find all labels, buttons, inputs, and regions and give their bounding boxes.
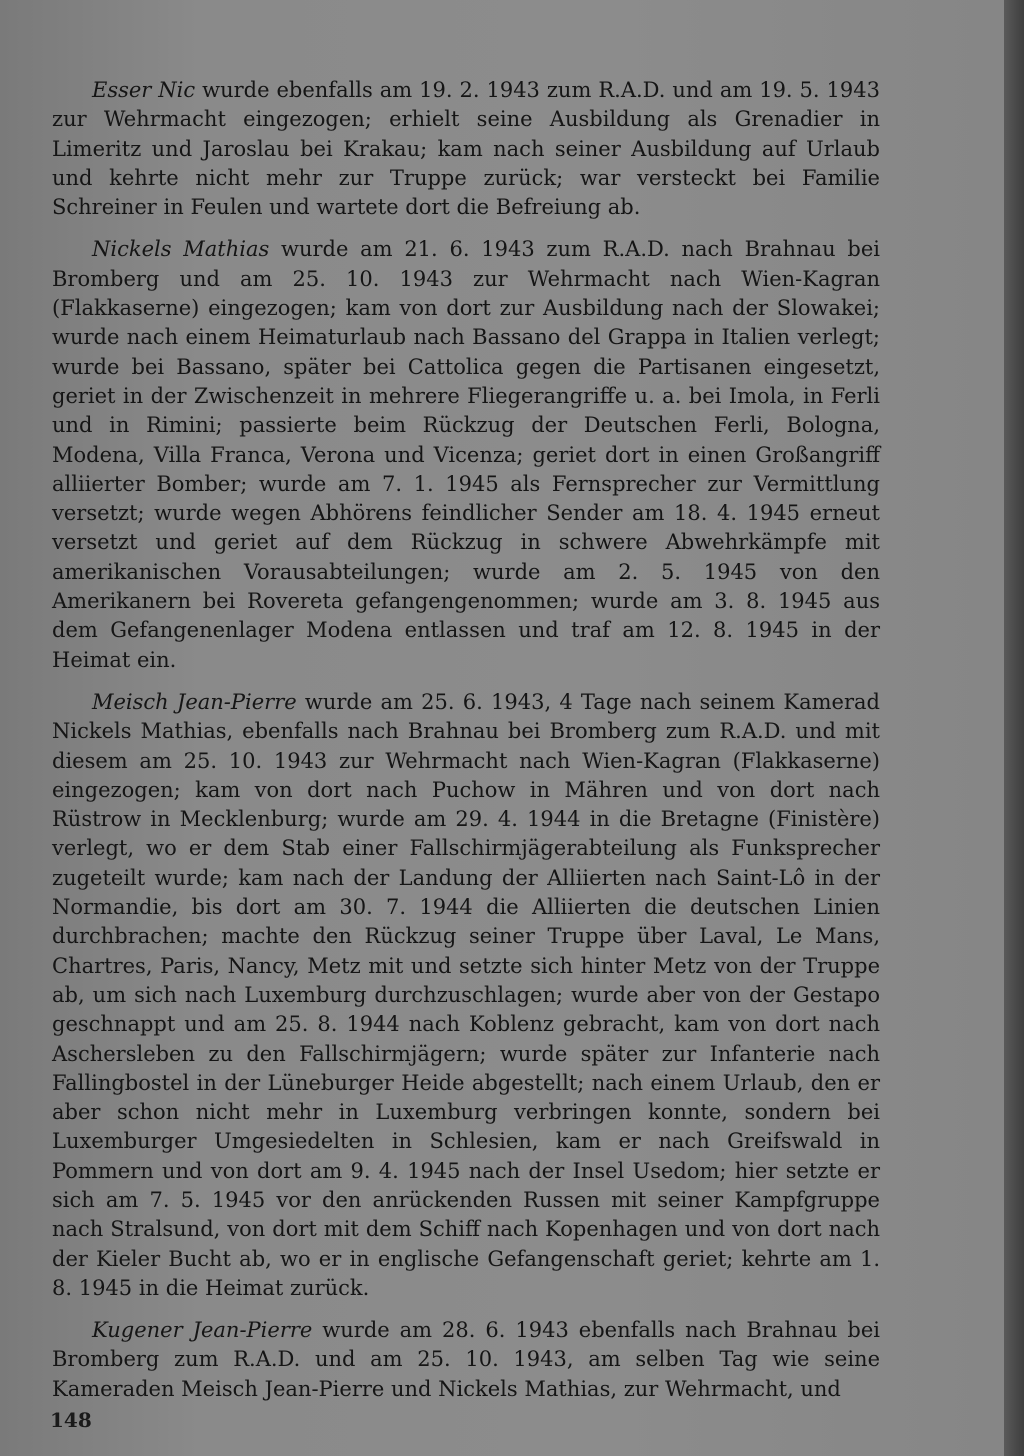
entry-esser-nic: [52, 76, 880, 222]
page-number: 148: [50, 1408, 92, 1432]
page-body-text: [52, 76, 880, 1417]
person-name: Nickels Mathias: [92, 237, 270, 262]
person-name: Meisch Jean-Pierre: [92, 689, 297, 714]
entry-text: wurde am 21. 6. 1943 zum R.A.D. nach Brahnau bei Bromberg und am 25. 10. 1943 zur Wehrmacht nach Wien-Kagran (Flakkaserne) eingezogen; kam von dort zur Ausbildung nach der Slowakei; wurde nach einem Heimaturlaub nach Bassano del Grappa in Italien verlegt; wurde bei Bassano, später bei Cattolica gegen die Partisanen eingesetzt, geriet in der Zwischenzeit in mehrere Fliegerangriffe u. a. bei Imola, in Ferli und in Rimini; passierte beim Rückzug der Deutschen Ferli, Bologna, Modena, Villa Franca, Verona und Vicenza; geriet dort in einen Großangriff alliierter Bomber; wurde am 7. 1. 1945 als Fernsprecher zur Vermittlung versetzt; wurde wegen Abhörens feindlicher Sender am 18. 4. 1945 erneut versetzt und geriet auf dem Rückzug in schwere Abwehrkämpfe mit amerikanischen Vorausabteilungen; wurde am 2. 5. 1945 von den Amerikanern bei Rovereta gefangengenommen; wurde am 3. 8. 1945 aus dem Gefangenenlager Modena entlassen und traf am 12. 8. 1945 in der Heimat ein.: [52, 237, 880, 672]
entry-text: wurde am 28. 6. 1943 ebenfalls nach Brahnau bei Bromberg zum R.A.D. und am 25. 10. 1943, am selben Tag wie seine Kameraden Meisch Jean-Pierre und Nickels Mathias, zur Wehrmacht, und: [52, 1318, 880, 1401]
person-name: Kugener Jean-Pierre: [92, 1318, 313, 1343]
entry-text: wurde am 25. 6. 1943, 4 Tage nach seinem Kamerad Nickels Mathias, ebenfalls nach Brahnau bei Bromberg zum R.A.D. und mit diesem am 25. 10. 1943 zur Wehrmacht nach Wien-Kagran (Flakkaserne) eingezogen; kam von dort nach Puchow in Mähren und von dort nach Rüstrow in Mecklenburg; wurde am 29. 4. 1944 in die Bretagne (Finistère) verlegt, wo er dem Stab einer Fallschirmjägerabteilung als Funksprecher zugeteilt wurde; kam nach der Landung der Alliierten nach Saint-Lô in der Normandie, bis dort am 30. 7. 1944 die Alliierten die deutschen Linien durchbrachen; machte den Rückzug seiner Truppe über Laval, Le Mans, Chartres, Paris, Nancy, Metz mit und setzte sich hinter Metz von der Truppe ab, um sich nach Luxemburg durchzuschlagen; wurde aber von der Gestapo geschnappt und am 25. 8. 1944 nach Koblenz gebracht, kam von dort nach Aschersleben zu den Fallschirmjägern; wurde später zur Infanterie nach Fallingbostel in der Lüneburger Heide abgestellt; nach einem Urlaub, den er aber schon nicht mehr in Luxemburg verbringen konnte, sondern bei Luxemburger Umgesiedelten in Schlesien, kam er nach Greifswald in Pommern und von dort am 9. 4. 1945 nach der Insel Usedom; hier setzte er sich am 7. 5. 1945 vor den anrückenden Russen mit seiner Kampfgruppe nach Stralsund, von dort mit dem Schiff nach Kopenhagen und von dort nach der Kieler Bucht ab, wo er in englische Gefangenschaft geriet; kehrte am 1. 8. 1945 in die Heimat zurück.: [52, 689, 880, 1300]
page-edge-shadow: [1004, 0, 1024, 1456]
entry-kugener-jean-pierre: [52, 1316, 880, 1404]
entry-nickels-mathias: [52, 235, 880, 674]
entry-text: wurde ebenfalls am 19. 2. 1943 zum R.A.D. und am 19. 5. 1943 zur Wehrmacht eingezogen; erhielt seine Ausbildung als Grenadier in Limeritz und Jaroslau bei Krakau; kam nach seiner Ausbildung auf Urlaub und kehrte nicht mehr zur Truppe zurück; war versteckt bei Familie Schreiner in Feulen und wartete dort die Befreiung ab.: [52, 78, 880, 220]
person-name: Esser Nic: [92, 78, 196, 102]
entry-meisch-jean-pierre: [52, 688, 880, 1303]
